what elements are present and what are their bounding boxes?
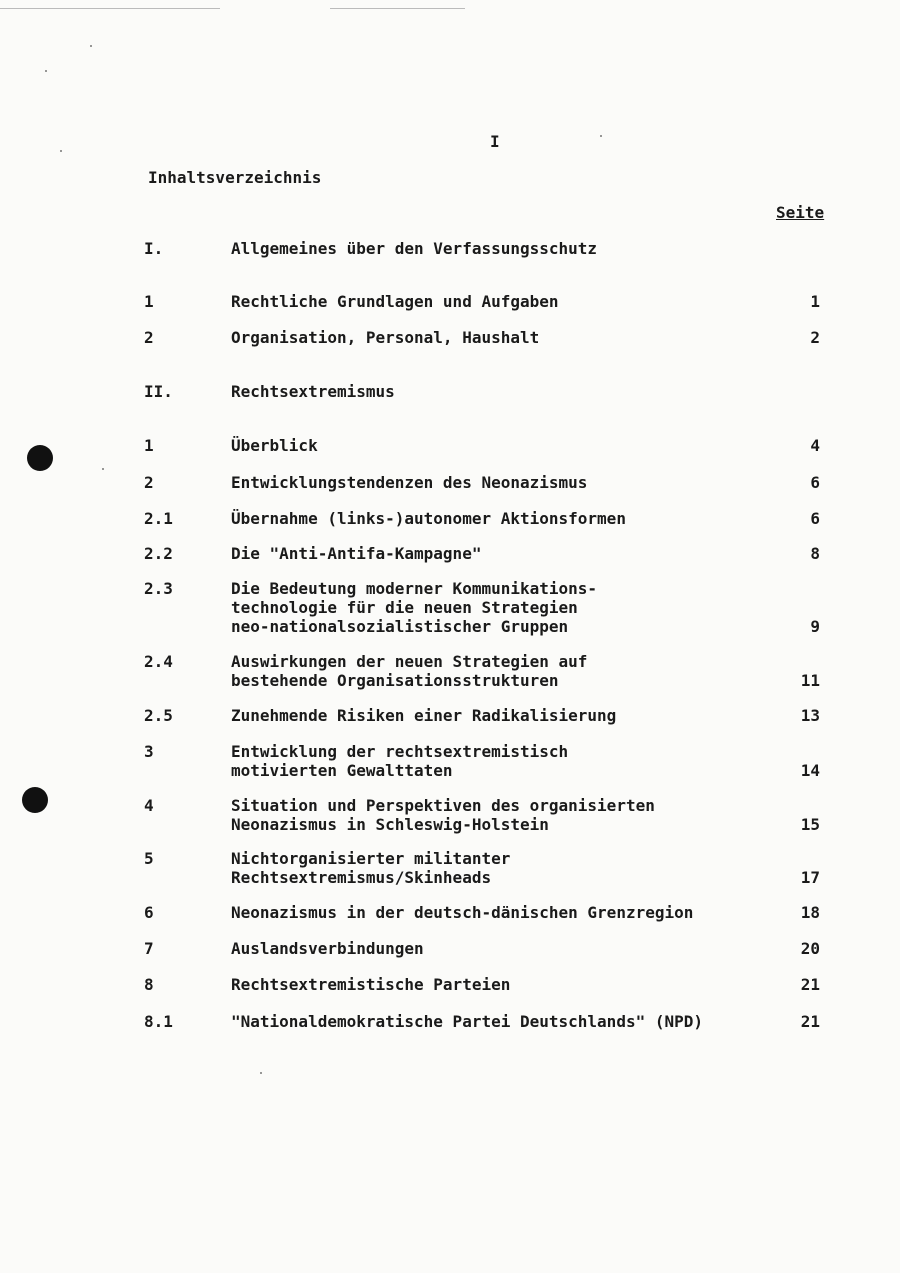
toc-page: 17: [800, 868, 820, 887]
toc-number: 7: [144, 939, 154, 958]
toc-page: 6: [810, 509, 820, 528]
toc-page: 11: [800, 671, 820, 690]
toc-text: Organisation, Personal, Haushalt: [231, 328, 540, 347]
toc-page: 9: [810, 617, 820, 636]
toc-page: 15: [800, 815, 820, 834]
scan-speck: [60, 150, 62, 152]
toc-number: 5: [144, 849, 154, 868]
toc-page: 20: [800, 939, 820, 958]
toc-page: 2: [810, 328, 820, 347]
toc-number: 2.1: [144, 509, 173, 528]
toc-page: 4: [810, 436, 820, 455]
toc-number: 2.3: [144, 579, 173, 598]
toc-number: 8.1: [144, 1012, 173, 1031]
toc-number: 3: [144, 742, 154, 761]
toc-number: 2: [144, 328, 154, 347]
toc-page: 13: [800, 706, 820, 725]
page-column-header: Seite: [776, 203, 825, 222]
scan-speck: [102, 468, 104, 470]
toc-page: 14: [800, 761, 820, 780]
scan-speck: [600, 135, 602, 137]
toc-text: Rechtsextremismus: [231, 382, 395, 401]
toc-page: 1: [810, 292, 820, 311]
toc-text: Zunehmende Risiken einer Radikalisierung: [231, 706, 617, 725]
scan-speck: [90, 45, 92, 47]
scan-speck: [260, 1072, 262, 1074]
toc-page: 21: [800, 1012, 820, 1031]
document-title: Inhaltsverzeichnis: [148, 168, 322, 187]
toc-number: 2.5: [144, 706, 173, 725]
toc-text: Überblick: [231, 436, 318, 455]
toc-number: 2.4: [144, 652, 173, 671]
toc-text: Allgemeines über den Verfassungsschutz: [231, 239, 598, 258]
toc-text: "Nationaldemokratische Partei Deutschlands" (NPD): [231, 1012, 704, 1031]
scan-artifact-line: [330, 8, 465, 9]
toc-text: Neonazismus in der deutsch-dänischen Grenzregion: [231, 903, 694, 922]
toc-text: Entwicklungstendenzen des Neonazismus: [231, 473, 588, 492]
toc-number: II.: [144, 382, 173, 401]
toc-text: Auswirkungen der neuen Strategien auf bestehende Organisationsstrukturen: [231, 652, 588, 690]
toc-text: Die Bedeutung moderner Kommunikations- technologie für die neuen Strategien neo-nationalsozialistischer Gruppen: [231, 579, 598, 636]
toc-text: Situation und Perspektiven des organisierten Neonazismus in Schleswig-Holstein: [231, 796, 655, 834]
page-number: I: [490, 132, 500, 151]
toc-text: Rechtsextremistische Parteien: [231, 975, 511, 994]
toc-page: 6: [810, 473, 820, 492]
toc-number: 2: [144, 473, 154, 492]
punch-hole: [22, 787, 48, 813]
toc-number: I.: [144, 239, 164, 258]
toc-number: 2.2: [144, 544, 173, 563]
toc-number: 6: [144, 903, 154, 922]
toc-number: 1: [144, 436, 154, 455]
toc-text: Die "Anti-Antifa-Kampagne": [231, 544, 482, 563]
scan-speck: [45, 70, 47, 72]
scan-artifact-line: [0, 8, 220, 9]
toc-page: 21: [800, 975, 820, 994]
toc-number: 1: [144, 292, 154, 311]
toc-page: 8: [810, 544, 820, 563]
toc-text: Entwicklung der rechtsextremistisch motivierten Gewalttaten: [231, 742, 569, 780]
toc-page: 18: [800, 903, 820, 922]
toc-text: Auslandsverbindungen: [231, 939, 424, 958]
toc-number: 4: [144, 796, 154, 815]
toc-text: Übernahme (links-)autonomer Aktionsformen: [231, 509, 626, 528]
punch-hole: [27, 445, 53, 471]
toc-text: Nichtorganisierter militanter Rechtsextremismus/Skinheads: [231, 849, 511, 887]
toc-number: 8: [144, 975, 154, 994]
toc-text: Rechtliche Grundlagen und Aufgaben: [231, 292, 559, 311]
